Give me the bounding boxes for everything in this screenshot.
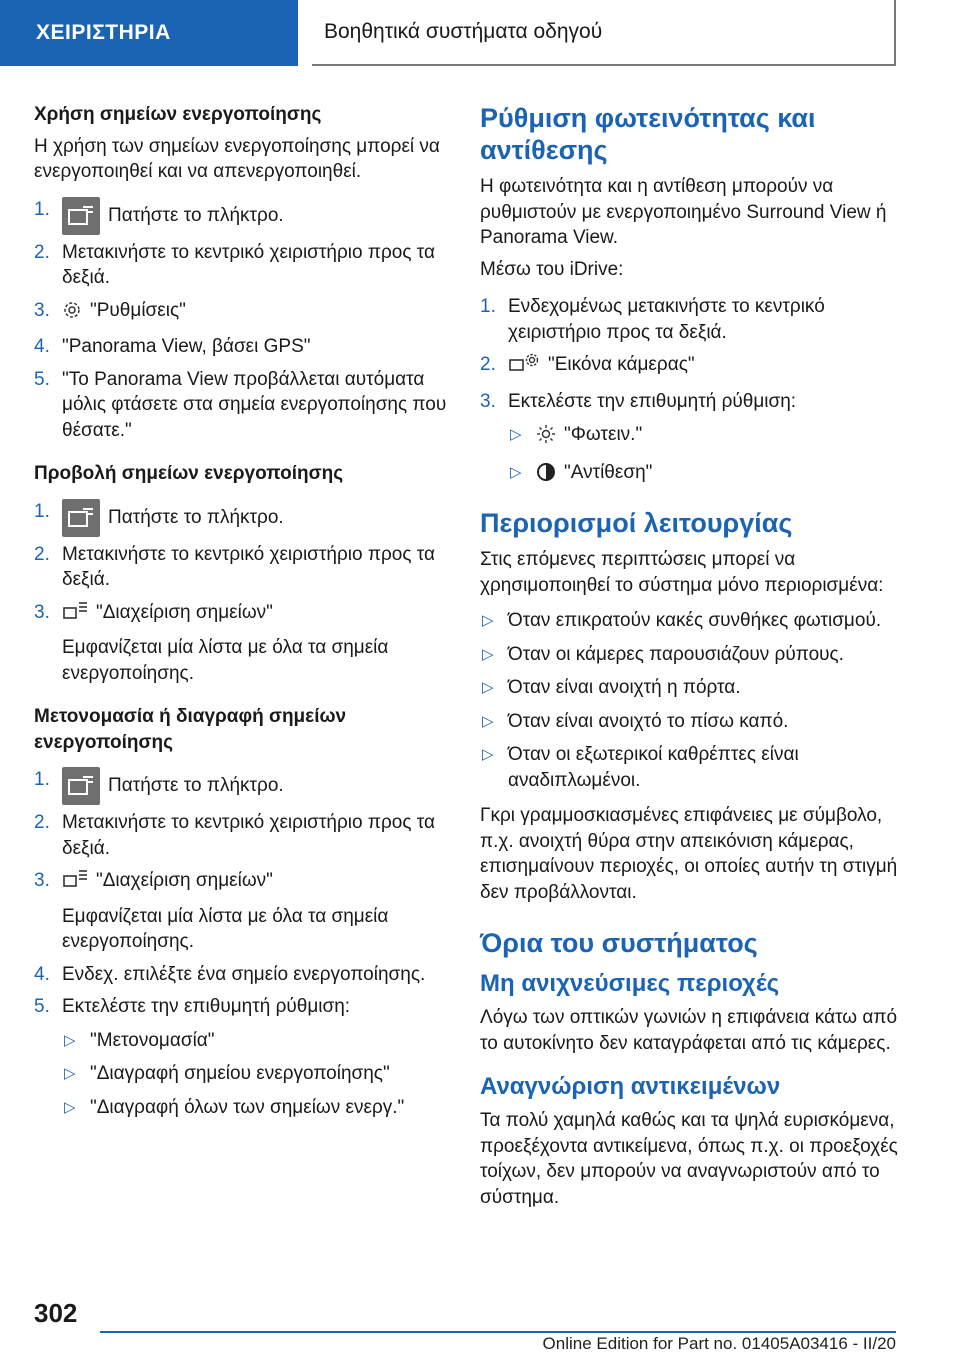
step-text: "Panorama View, βάσει GPS" (62, 336, 311, 357)
footer-divider (100, 1331, 896, 1333)
camera-button-icon (62, 499, 100, 537)
list-item (480, 642, 900, 668)
limit-text: Όταν είναι ανοιχτό το πίσω καπό. (508, 710, 789, 732)
step-text: Ενδεχ. επιλέξτε ένα σημείο ενεργοποίησης. (62, 963, 426, 985)
list-item (34, 197, 454, 235)
brightness-via: Μέσω του iDrive: (480, 258, 624, 280)
step-number: 3. (34, 601, 50, 623)
step-number: 3. (34, 299, 50, 321)
list-item (62, 1028, 454, 1054)
list-item (34, 767, 454, 805)
list-item (480, 709, 900, 735)
brightness-steps (480, 294, 900, 489)
triangle-bullet-icon: ▷ (482, 679, 494, 696)
list-item (34, 298, 454, 328)
page-number: 302 (34, 1298, 78, 1328)
list-item (34, 367, 454, 444)
list-item (34, 600, 454, 687)
brightness-options (508, 422, 900, 489)
list-item (34, 962, 454, 988)
camera-settings-icon (508, 352, 540, 382)
step-text: Ενδεχομένως μετακινήστε το κεντρικό χειριστήριο προς τα δεξιά. (508, 296, 825, 343)
option-text: "Διαγραφή όλων των σημείων ενεργ." (90, 1096, 405, 1118)
triangle-bullet-icon: ▷ (64, 1098, 76, 1116)
gear-icon (62, 300, 82, 328)
camera-list-icon (62, 600, 88, 630)
camera-button-icon (62, 197, 100, 235)
contrast-icon (536, 462, 556, 490)
limit-text: Όταν είναι ανοιχτή η πόρτα. (508, 677, 741, 698)
step-number: 1. (34, 500, 50, 522)
limit-text: Όταν οι εξωτερικοί καθρέπτες είναι αναδιπλωμένοι. (508, 744, 799, 791)
step-number: 2. (34, 812, 50, 833)
right-column (480, 102, 900, 1216)
list-item (62, 1061, 454, 1087)
triangle-bullet-icon: ▷ (482, 712, 494, 730)
view-title: Προβολή σημείων ενεργοποίησης (34, 463, 344, 484)
blind-spot-text: Λόγω των οπτικών γωνιών η επιφάνεια κάτω από το αυτοκίνητο δεν καταγράφεται από τις κάμερες. (480, 1007, 898, 1054)
object-detection-title: Αναγνώριση αντικειμένων (480, 1073, 781, 1100)
triangle-bullet-icon: ▷ (510, 426, 522, 443)
step-text: "Το Panorama View προβάλλεται αυτόματα μόλις φτάσετε στα σημεία ενεργοποίησης που θέσατε." (62, 368, 447, 441)
step-number: 1. (34, 198, 50, 220)
step-text: "Διαχείριση σημείων" (96, 601, 273, 623)
list-item (480, 352, 900, 382)
triangle-bullet-icon: ▷ (482, 746, 494, 763)
header-section: ΧΕΙΡΙΣΤΗΡΙΑ (0, 0, 298, 66)
step-text: Μετακινήστε το κεντρικό χειριστήριο προς τα δεξιά. (62, 812, 435, 859)
header-chapter: Βοηθητικά συστήματα οδηγού (312, 0, 896, 66)
list-item (34, 542, 454, 593)
list-item (508, 422, 900, 452)
triangle-bullet-icon: ▷ (64, 1031, 76, 1049)
step-number: 5. (34, 368, 50, 390)
rename-title: Μετονομασία ή διαγραφή σημείων ενεργοποίησης (34, 706, 347, 753)
list-item (480, 389, 900, 490)
list-item (34, 868, 454, 955)
limit-text: Όταν επικρατούν κακές συνθήκες φωτισμού. (508, 610, 882, 631)
list-item (34, 334, 454, 360)
step-number: 3. (34, 870, 50, 891)
list-item (508, 460, 900, 490)
step-text: Πατήστε το πλήκτρο. (108, 204, 284, 226)
list-item (480, 675, 900, 701)
rename-steps (34, 767, 454, 1120)
rename-options (62, 1028, 454, 1121)
step-text: Εκτελέστε την επιθυμητή ρύθμιση: (508, 390, 797, 412)
step-number: 2. (34, 241, 50, 263)
step-number: 3. (480, 390, 496, 412)
step-text: Εκτελέστε την επιθυμητή ρύθμιση: (62, 996, 351, 1017)
limit-text: Όταν οι κάμερες παρουσιάζουν ρύπους. (508, 643, 844, 665)
use-intro: Η χρήση των σημείων ενεργοποίησης μπορεί να ενεργοποιηθεί και να απενεργοποιηθεί. (34, 135, 440, 182)
object-detection-text: Τα πολύ χαμηλά καθώς και τα ψηλά ευρισκόμενα, προεξέχοντα αντικείμενα, όπως π.χ. οι προεξοχές τοίχων, δεν μπορούν να αναγνωριστούν από το σύστημα. (480, 1110, 898, 1208)
camera-button-icon (62, 767, 100, 805)
limits-list (480, 608, 900, 793)
step-number: 4. (34, 336, 50, 357)
limits-intro: Στις επόμενες περιπτώσεις μπορεί να χρησιμοποιηθεί το σύστημα μόνο περιορισμένα: (480, 549, 884, 596)
step-text: Μετακινήστε το κεντρικό χειριστήριο προς τα δεξιά. (62, 543, 435, 590)
list-item (480, 294, 900, 345)
step-text: Πατήστε το πλήκτρο. (108, 775, 284, 796)
step-text: Πατήστε το πλήκτρο. (108, 506, 284, 528)
step-number: 1. (480, 296, 496, 317)
limits-note: Γκρι γραμμοσκιασμένες επιφάνειες με σύμβολο, π.χ. ανοιχτή θύρα στην απεικόνιση κάμερας, επισημαίνουν περιοχές, οι οποίες αυτήν τη στιγμή δεν προβάλλονται. (480, 805, 898, 903)
system-limits-title: Όρια του συστήματος (480, 928, 758, 958)
brightness-intro: Η φωτεινότητα και η αντίθεση μπορούν να ρυθμιστούν με ενεργοποιημένο Surround View ή Panorama View. (480, 176, 887, 248)
list-item (62, 1095, 454, 1121)
triangle-bullet-icon: ▷ (482, 612, 494, 629)
list-item (34, 240, 454, 291)
step-number: 1. (34, 769, 50, 790)
step-text: "Ρυθμίσεις" (90, 299, 186, 321)
use-title: Χρήση σημείων ενεργοποίησης (34, 104, 322, 125)
triangle-bullet-icon: ▷ (510, 463, 522, 481)
step-number: 2. (34, 543, 50, 565)
use-steps (34, 197, 454, 444)
limits-title: Περιορισμοί λειτουργίας (480, 508, 793, 538)
step-note: Εμφανίζεται μία λίστα με όλα τα σημεία ενεργοποίησης. (62, 637, 389, 684)
step-text: "Διαχείριση σημείων" (96, 870, 273, 891)
blind-spot-title: Μη ανιχνεύσιμες περιοχές (480, 970, 780, 997)
step-number: 5. (34, 996, 50, 1017)
step-number: 4. (34, 963, 50, 985)
list-item (34, 499, 454, 537)
list-item (34, 994, 454, 1120)
option-text: "Αντίθεση" (564, 461, 653, 483)
triangle-bullet-icon: ▷ (482, 645, 494, 663)
option-text: "Φωτειν." (564, 424, 643, 445)
step-note: Εμφανίζεται μία λίστα με όλα τα σημεία ενεργοποίησης. (62, 905, 389, 952)
brightness-title: Ρύθμιση φωτεινότητας και αντίθεσης (480, 103, 816, 165)
step-text: "Εικόνα κάμερας" (548, 354, 695, 375)
triangle-bullet-icon: ▷ (64, 1065, 76, 1082)
list-item (480, 608, 900, 634)
view-steps (34, 499, 454, 687)
step-number: 2. (480, 354, 496, 375)
sun-icon (536, 424, 556, 452)
step-text: Μετακινήστε το κεντρικό χειριστήριο προς τα δεξιά. (62, 241, 435, 288)
left-column (34, 102, 454, 1134)
option-text: "Διαγραφή σημείου ενεργοποίησης" (90, 1063, 390, 1084)
footer-edition: Online Edition for Part no. 01405A03416 - II/20 (542, 1334, 896, 1353)
camera-list-icon (62, 868, 88, 898)
option-text: "Μετονομασία" (90, 1029, 215, 1051)
list-item (34, 810, 454, 861)
list-item (480, 742, 900, 793)
